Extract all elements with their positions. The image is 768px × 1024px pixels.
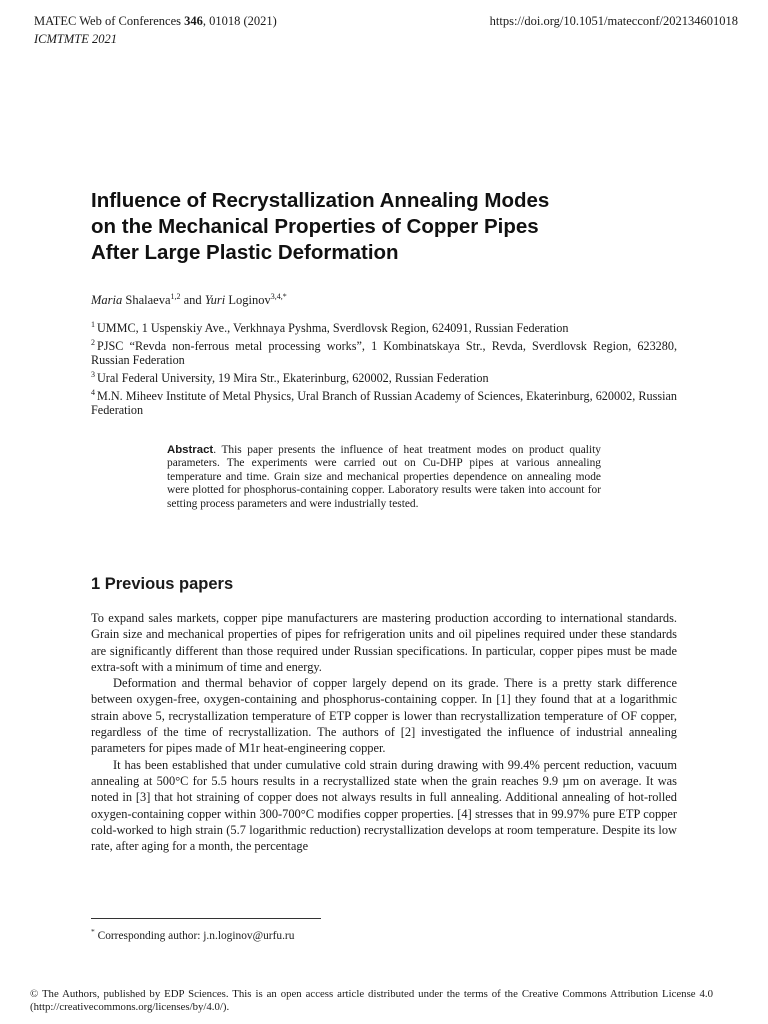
- paper-title: [91, 188, 701, 266]
- abstract-label: Abstract: [167, 444, 214, 456]
- body-text: [91, 610, 677, 854]
- affiliation-text: UMMC, 1 Uspenskiy Ave., Verkhnaya Pyshma, Sverdlovsk Region, 624091, Russian Federation: [97, 321, 569, 336]
- footnote-text: Corresponding author: j.n.loginov@urfu.ru: [94, 929, 295, 942]
- affiliation-number: 4: [91, 387, 95, 397]
- author-1-affiliation-mark: 1,2: [170, 292, 181, 301]
- affiliation-4: [91, 386, 677, 418]
- author-conjunction: and: [180, 293, 205, 308]
- author-2-last-name: Loginov: [225, 293, 271, 308]
- title-line: Influence of Recrystallization Annealing Modes: [91, 189, 550, 212]
- title-line: After Large Plastic Deformation: [91, 241, 399, 264]
- affiliation-3: [91, 368, 677, 386]
- license-notice: © The Authors, published by EDP Sciences. This is an open access article distributed under the terms of the Creative Commons Attribution License 4.0 (http://creativecommons.org/licenses/by/4.0/).: [30, 988, 713, 1013]
- journal-volume: 346: [184, 14, 203, 28]
- affiliation-text: PJSC “Revda non-ferrous metal processing works”, 1 Kombinatskaya Str., Revda, Sverdlovsk Region, 623280, Russian Federation: [91, 338, 677, 368]
- affiliation-number: 2: [91, 337, 95, 347]
- conference-name: ICMTMTE 2021: [34, 32, 117, 46]
- section-heading: 1 Previous papers: [91, 575, 234, 593]
- author-1-last-name: Shalaeva: [122, 293, 171, 308]
- footnote-mark: *: [91, 927, 95, 936]
- affiliation-text: Ural Federal University, 19 Mira Str., Ekaterinburg, 620002, Russian Federation: [97, 370, 489, 385]
- running-header-left: [34, 14, 277, 47]
- abstract-text: . This paper presents the influence of heat treatment modes on product quality parameters. The experiments were carried out on Cu-DHP pipes at various annealing temperature and time. Grain size and mechanical properties dependence on annealing mode were plotted for phosphorus-containing copper. Laboratory results were taken into account for setting process parameters and were industrially tested.: [167, 444, 601, 510]
- body-paragraph: It has been established that under cumulative cold strain during drawing with 99.4% percent reduction, vacuum annealing at 500°C for 5.5 hours results in a recrystallized state when the grain reaches 9.9 µm on average. It was noted in [3] that hot straining of copper does not always results in full annealing. Additional annealing of hot-rolled oxygen-containing copper within 300-700°C modifies copper properties. [4] stresses that in 99.97% pure ETP copper cold-worked to high strain (5.7 logarithmic reduction) recrystallization develops at room temperature. Despite its low rate, after aging for a month, the percentage: [91, 757, 677, 854]
- affiliation-text: M.N. Miheev Institute of Metal Physics, Ural Branch of Russian Academy of Sciences, Ekaterinburg, 620002, Russian Federation: [91, 388, 677, 418]
- title-line: on the Mechanical Properties of Copper Pipes: [91, 215, 539, 238]
- journal-name: MATEC Web of Conferences: [34, 14, 185, 28]
- body-paragraph: To expand sales markets, copper pipe manufacturers are mastering production according to international standards. Grain size and mechanical properties of pipes for refrigeration units and oil pipelines required under these standards are significantly different than those required under Russian specifications. In particular, copper pipes must be made extra-soft with a minimum of time and energy.: [91, 611, 677, 674]
- affiliation-number: 3: [91, 369, 95, 379]
- affiliations: [91, 318, 677, 418]
- abstract: [167, 444, 601, 511]
- affiliation-1: [91, 318, 677, 336]
- doi-link[interactable]: https://doi.org/10.1051/matecconf/202134601018: [489, 14, 738, 28]
- author-2-first-name: Yuri: [204, 293, 226, 308]
- footnote: [91, 927, 294, 942]
- journal-article: , 01018 (2021): [202, 14, 277, 28]
- body-paragraph: Deformation and thermal behavior of copper largely depend on its grade. There is a pretty stark difference between oxygen-free, oxygen-containing and phosphorus-containing copper. In [1] they found that at a logarithmic strain above 5, recrystallization temperature of ETP copper is lower than recrystallization temperature of OF copper, regardless of the time of recrystallization. The authors of [2] investigated the influence of industrial annealing parameters for pipes made of M1r heat-engineering copper.: [91, 676, 677, 756]
- affiliation-number: 1: [91, 320, 95, 329]
- author-2-affiliation-mark: 3,4,*: [270, 292, 287, 301]
- author-1-first-name: Maria: [91, 293, 123, 308]
- author-list: [91, 292, 287, 308]
- affiliation-2: [91, 336, 677, 368]
- footnote-divider: [91, 918, 321, 919]
